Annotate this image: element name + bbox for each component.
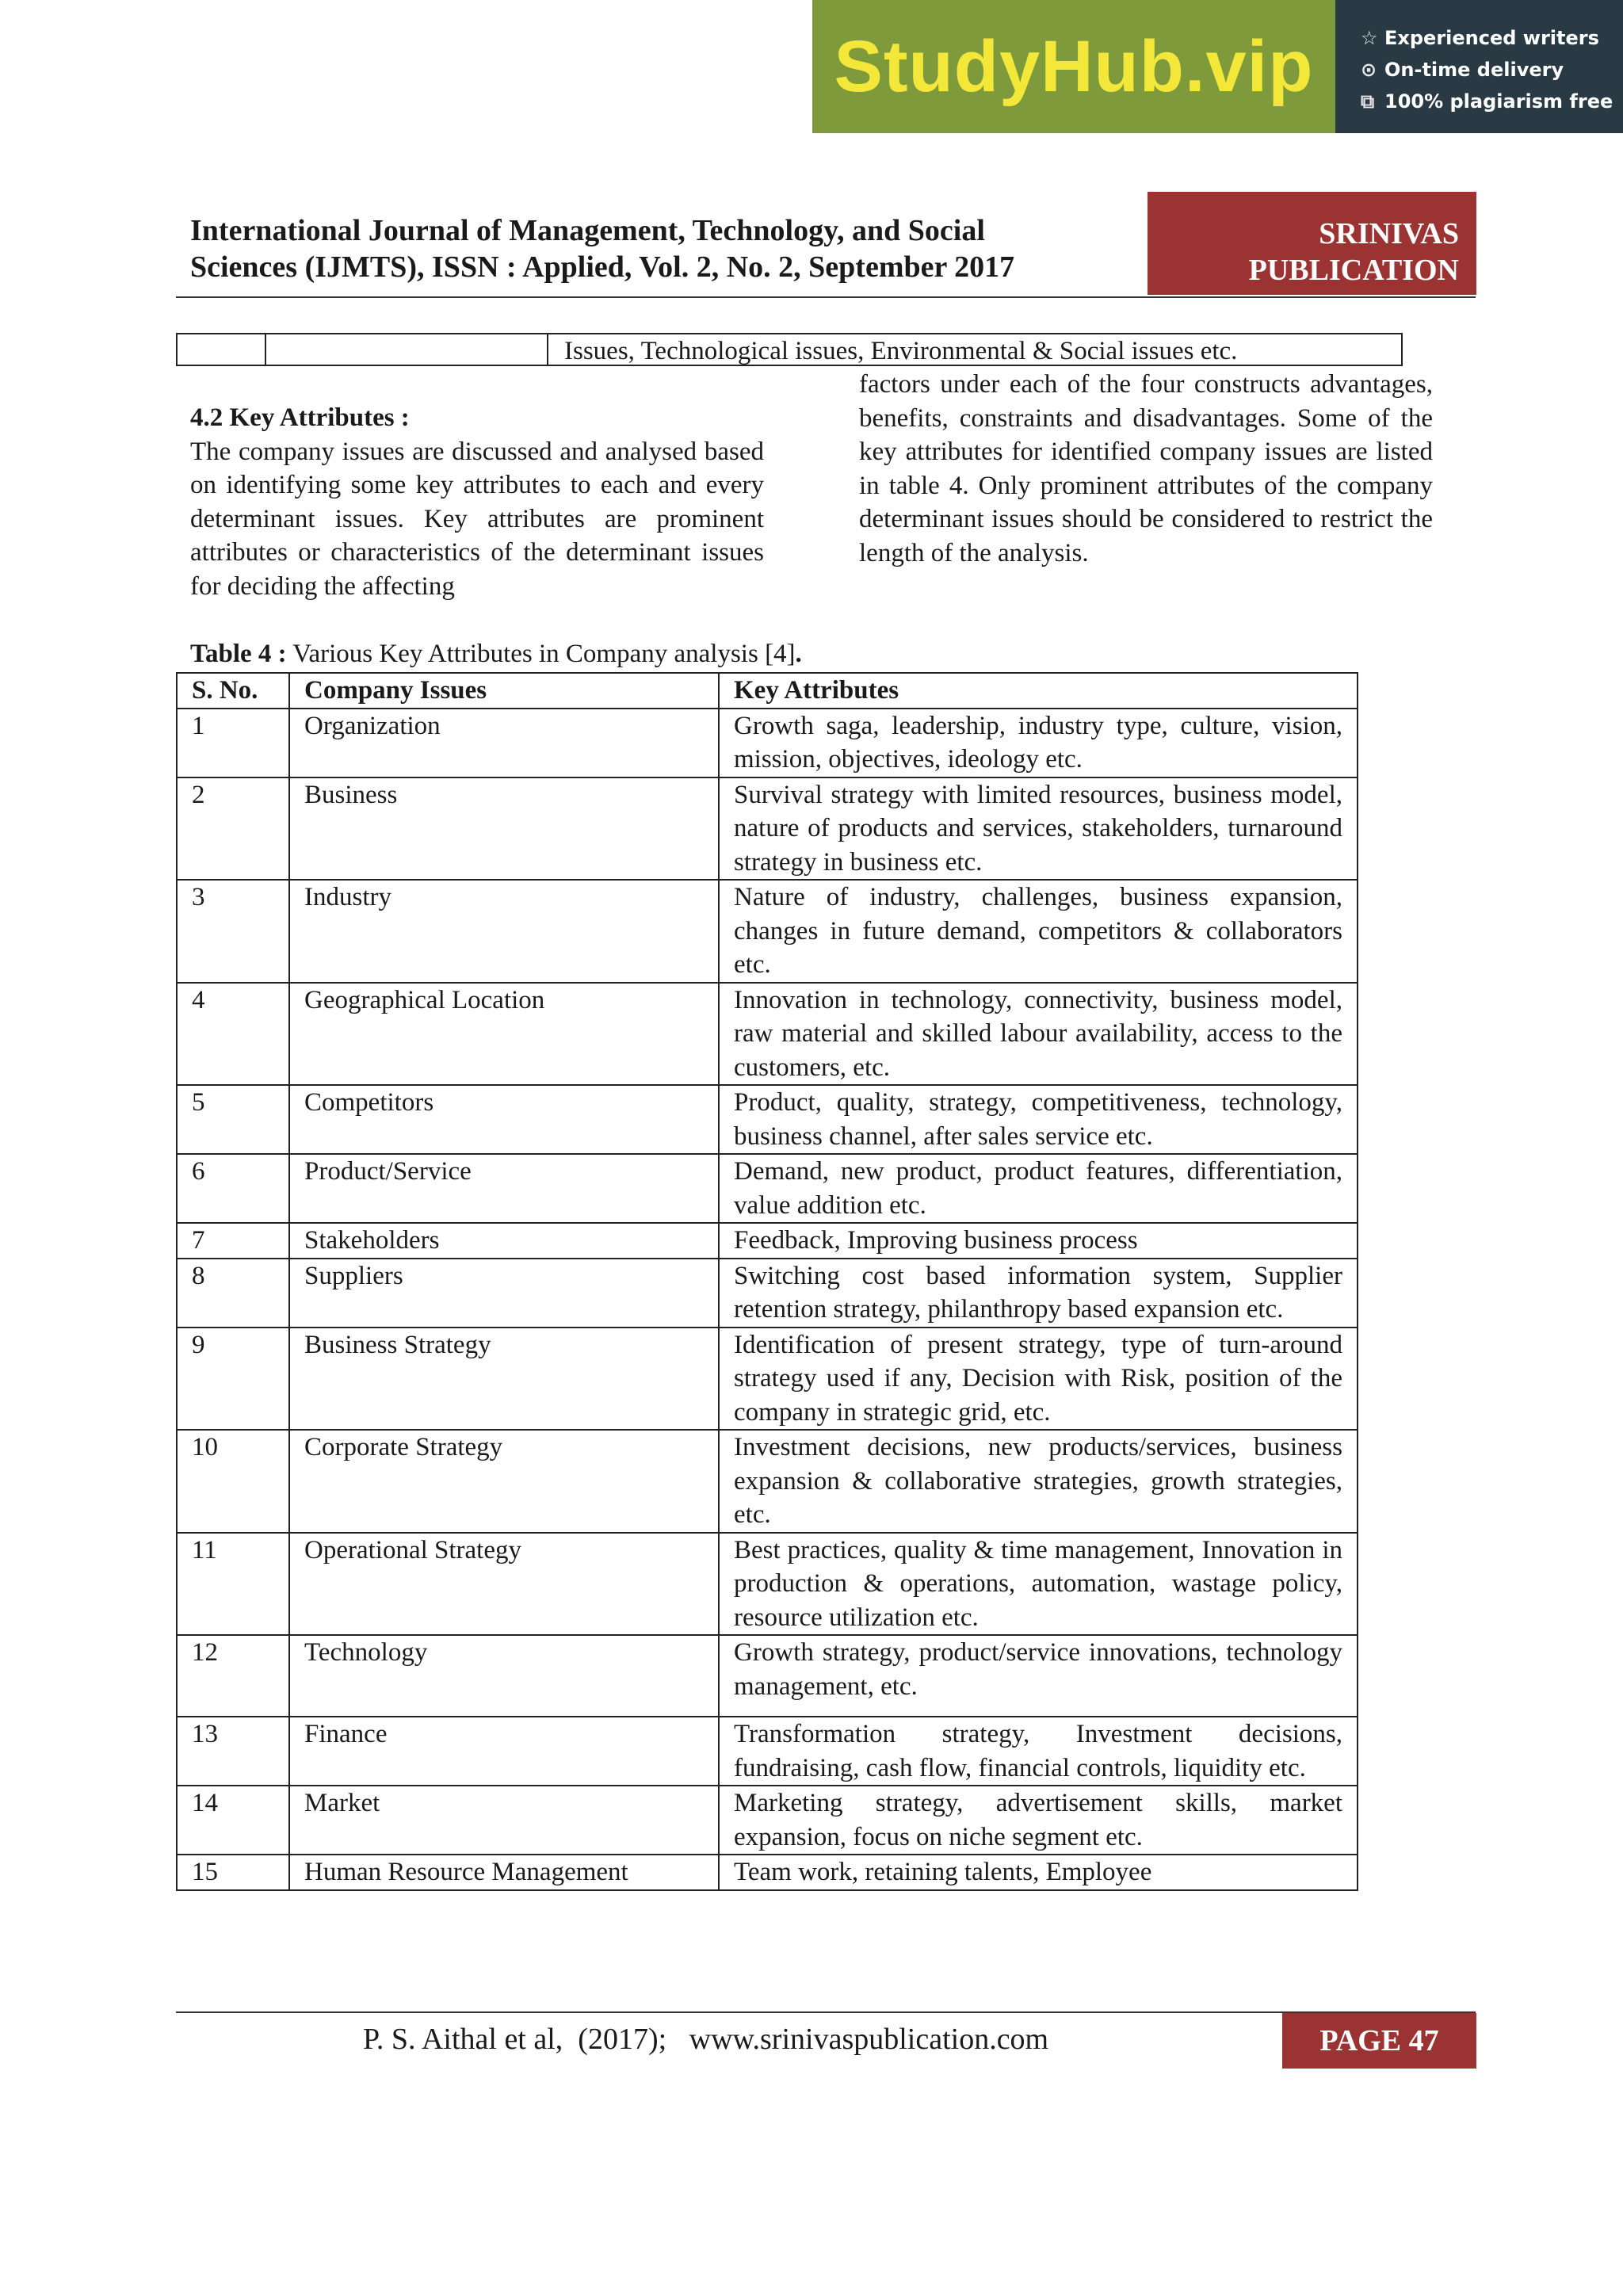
row-attributes: Innovation in technology, connectivity, business model, raw material and skilled labour availability, access to the customers, etc. (719, 983, 1358, 1086)
ad-feature (1361, 86, 1623, 117)
table-row (177, 777, 1358, 881)
table-caption-end: . (795, 640, 802, 668)
journal-title (190, 212, 1014, 285)
row-issue: Human Resource Management (289, 1855, 719, 1890)
ad-feature-text: 100% plagiarism free (1384, 90, 1613, 113)
row-number: 4 (177, 983, 289, 1086)
table-caption (190, 637, 802, 670)
table-row (177, 1855, 1358, 1890)
ad-feature (1361, 22, 1623, 54)
table-caption-text: Various Key Attributes in Company analysis [4] (286, 640, 796, 668)
column-header-sno: S. No. (177, 673, 289, 709)
row-issue: Industry (289, 880, 719, 983)
row-attributes: Feedback, Improving business process (719, 1223, 1358, 1259)
row-attributes: Investment decisions, new products/services, business expansion & collaborative strategies, growth strategies, etc. (719, 1430, 1358, 1533)
row-number: 15 (177, 1855, 289, 1890)
key-attributes-table (176, 672, 1358, 1891)
row-attributes: Demand, new product, product features, differentiation, value addition etc. (719, 1154, 1358, 1223)
ad-feature (1361, 54, 1623, 86)
publisher-line: SRINIVAS (1319, 217, 1459, 250)
row-issue: Market (289, 1786, 719, 1855)
table-row (177, 1717, 1358, 1786)
ad-features-panel (1335, 0, 1623, 133)
ad-logo: StudyHub.vip (834, 25, 1314, 107)
publisher-line: PUBLICATION (1248, 254, 1459, 287)
publisher-badge (1148, 192, 1476, 295)
row-number: 10 (177, 1430, 289, 1533)
footer-citation: P. S. Aithal et al, (2017); www.srinivaspublication.com (363, 2023, 1049, 2056)
row-attributes: Nature of industry, challenges, business expansion, changes in future demand, competitors & collaborators etc. (719, 880, 1358, 983)
table-row (177, 1223, 1358, 1259)
table-row (177, 880, 1358, 983)
row-number: 12 (177, 1635, 289, 1717)
journal-title-line: Sciences (IJMTS), ISSN : Applied, Vol. 2, No. 2, September 2017 (190, 250, 1015, 284)
row-number: 1 (177, 709, 289, 777)
continued-cell-text: Issues, Technological issues, Environmental & Social issues etc. (564, 337, 1238, 365)
table-row (177, 1786, 1358, 1855)
table-header-row (177, 673, 1358, 709)
row-number: 7 (177, 1223, 289, 1259)
column-header-attributes: Key Attributes (719, 673, 1358, 709)
column-header-issues: Company Issues (289, 673, 719, 709)
copy-check-icon: ⧉ (1361, 90, 1375, 113)
page-number-badge: PAGE 47 (1282, 2013, 1476, 2069)
row-issue: Business Strategy (289, 1328, 719, 1431)
row-attributes: Growth strategy, product/service innovations, technology management, etc. (719, 1635, 1358, 1717)
row-attributes: Switching cost based information system, Supplier retention strategy, philanthropy based expansion etc. (719, 1259, 1358, 1328)
row-number: 11 (177, 1533, 289, 1636)
right-column (859, 368, 1433, 570)
row-issue: Technology (289, 1635, 719, 1717)
table-row (177, 709, 1358, 777)
row-issue: Finance (289, 1717, 719, 1786)
row-attributes: Identification of present strategy, type of turn-around strategy used if any, Decision with Risk, position of the company in strategic grid, etc. (719, 1328, 1358, 1431)
row-issue: Geographical Location (289, 983, 719, 1086)
left-paragraph: The company issues are discussed and analysed based on identifying some key attributes to each and every determinant issues. Key attributes are prominent attributes or characteristics of the determinant issues for deciding the affecting (190, 437, 764, 601)
row-attributes: Product, quality, strategy, competitiveness, technology, business channel, after sales service etc. (719, 1085, 1358, 1154)
row-attributes: Marketing strategy, advertisement skills, market expansion, focus on niche segment etc. (719, 1786, 1358, 1855)
row-attributes: Survival strategy with limited resources, business model, nature of products and services, stakeholders, turnaround strategy in business etc. (719, 777, 1358, 881)
row-issue: Organization (289, 709, 719, 777)
row-issue: Stakeholders (289, 1223, 719, 1259)
row-issue: Suppliers (289, 1259, 719, 1328)
table-cell-divider (547, 334, 548, 365)
table-row (177, 1154, 1358, 1223)
right-paragraph: factors under each of the four constructs advantages, benefits, constraints and disadvantages. Some of the key attributes for identified company issues are listed in table 4. Only prominent attributes of the company determinant issues should be considered to restrict the length of the analysis. (859, 370, 1433, 567)
table-row (177, 1635, 1358, 1717)
clock-icon: ⊙ (1361, 59, 1377, 81)
row-attributes: Transformation strategy, Investment decisions, fundraising, cash flow, financial controls, liquidity etc. (719, 1717, 1358, 1786)
footer-divider (176, 2011, 1476, 2013)
table-row (177, 1430, 1358, 1533)
table-row (177, 1328, 1358, 1431)
row-number: 6 (177, 1154, 289, 1223)
row-attributes: Growth saga, leadership, industry type, culture, vision, mission, objectives, ideology etc. (719, 709, 1358, 777)
header-divider (176, 296, 1476, 298)
ad-feature-text: Experienced writers (1384, 27, 1599, 49)
row-number: 14 (177, 1786, 289, 1855)
ad-feature-text: On-time delivery (1384, 59, 1564, 81)
row-number: 9 (177, 1328, 289, 1431)
row-number: 5 (177, 1085, 289, 1154)
table-row (177, 983, 1358, 1086)
row-number: 2 (177, 777, 289, 881)
row-attributes: Team work, retaining talents, Employee (719, 1855, 1358, 1890)
ad-banner[interactable] (812, 0, 1623, 133)
ad-logo-panel (812, 0, 1335, 133)
row-issue: Operational Strategy (289, 1533, 719, 1636)
row-attributes: Best practices, quality & time management, Innovation in production & operations, automation, wastage policy, resource utilization etc. (719, 1533, 1358, 1636)
table-caption-label: Table 4 : (190, 640, 287, 668)
row-issue: Product/Service (289, 1154, 719, 1223)
continued-table-row (176, 333, 1403, 366)
row-number: 8 (177, 1259, 289, 1328)
table-cell-divider (265, 334, 266, 365)
left-column (190, 401, 764, 603)
section-heading: 4.2 Key Attributes : (190, 403, 410, 432)
star-icon: ☆ (1361, 27, 1378, 49)
row-issue: Business (289, 777, 719, 881)
row-issue: Competitors (289, 1085, 719, 1154)
table-row (177, 1533, 1358, 1636)
row-number: 3 (177, 880, 289, 983)
journal-title-line: International Journal of Management, Technology, and Social (190, 214, 985, 247)
table-row (177, 1259, 1358, 1328)
row-number: 13 (177, 1717, 289, 1786)
table-row (177, 1085, 1358, 1154)
row-issue: Corporate Strategy (289, 1430, 719, 1533)
